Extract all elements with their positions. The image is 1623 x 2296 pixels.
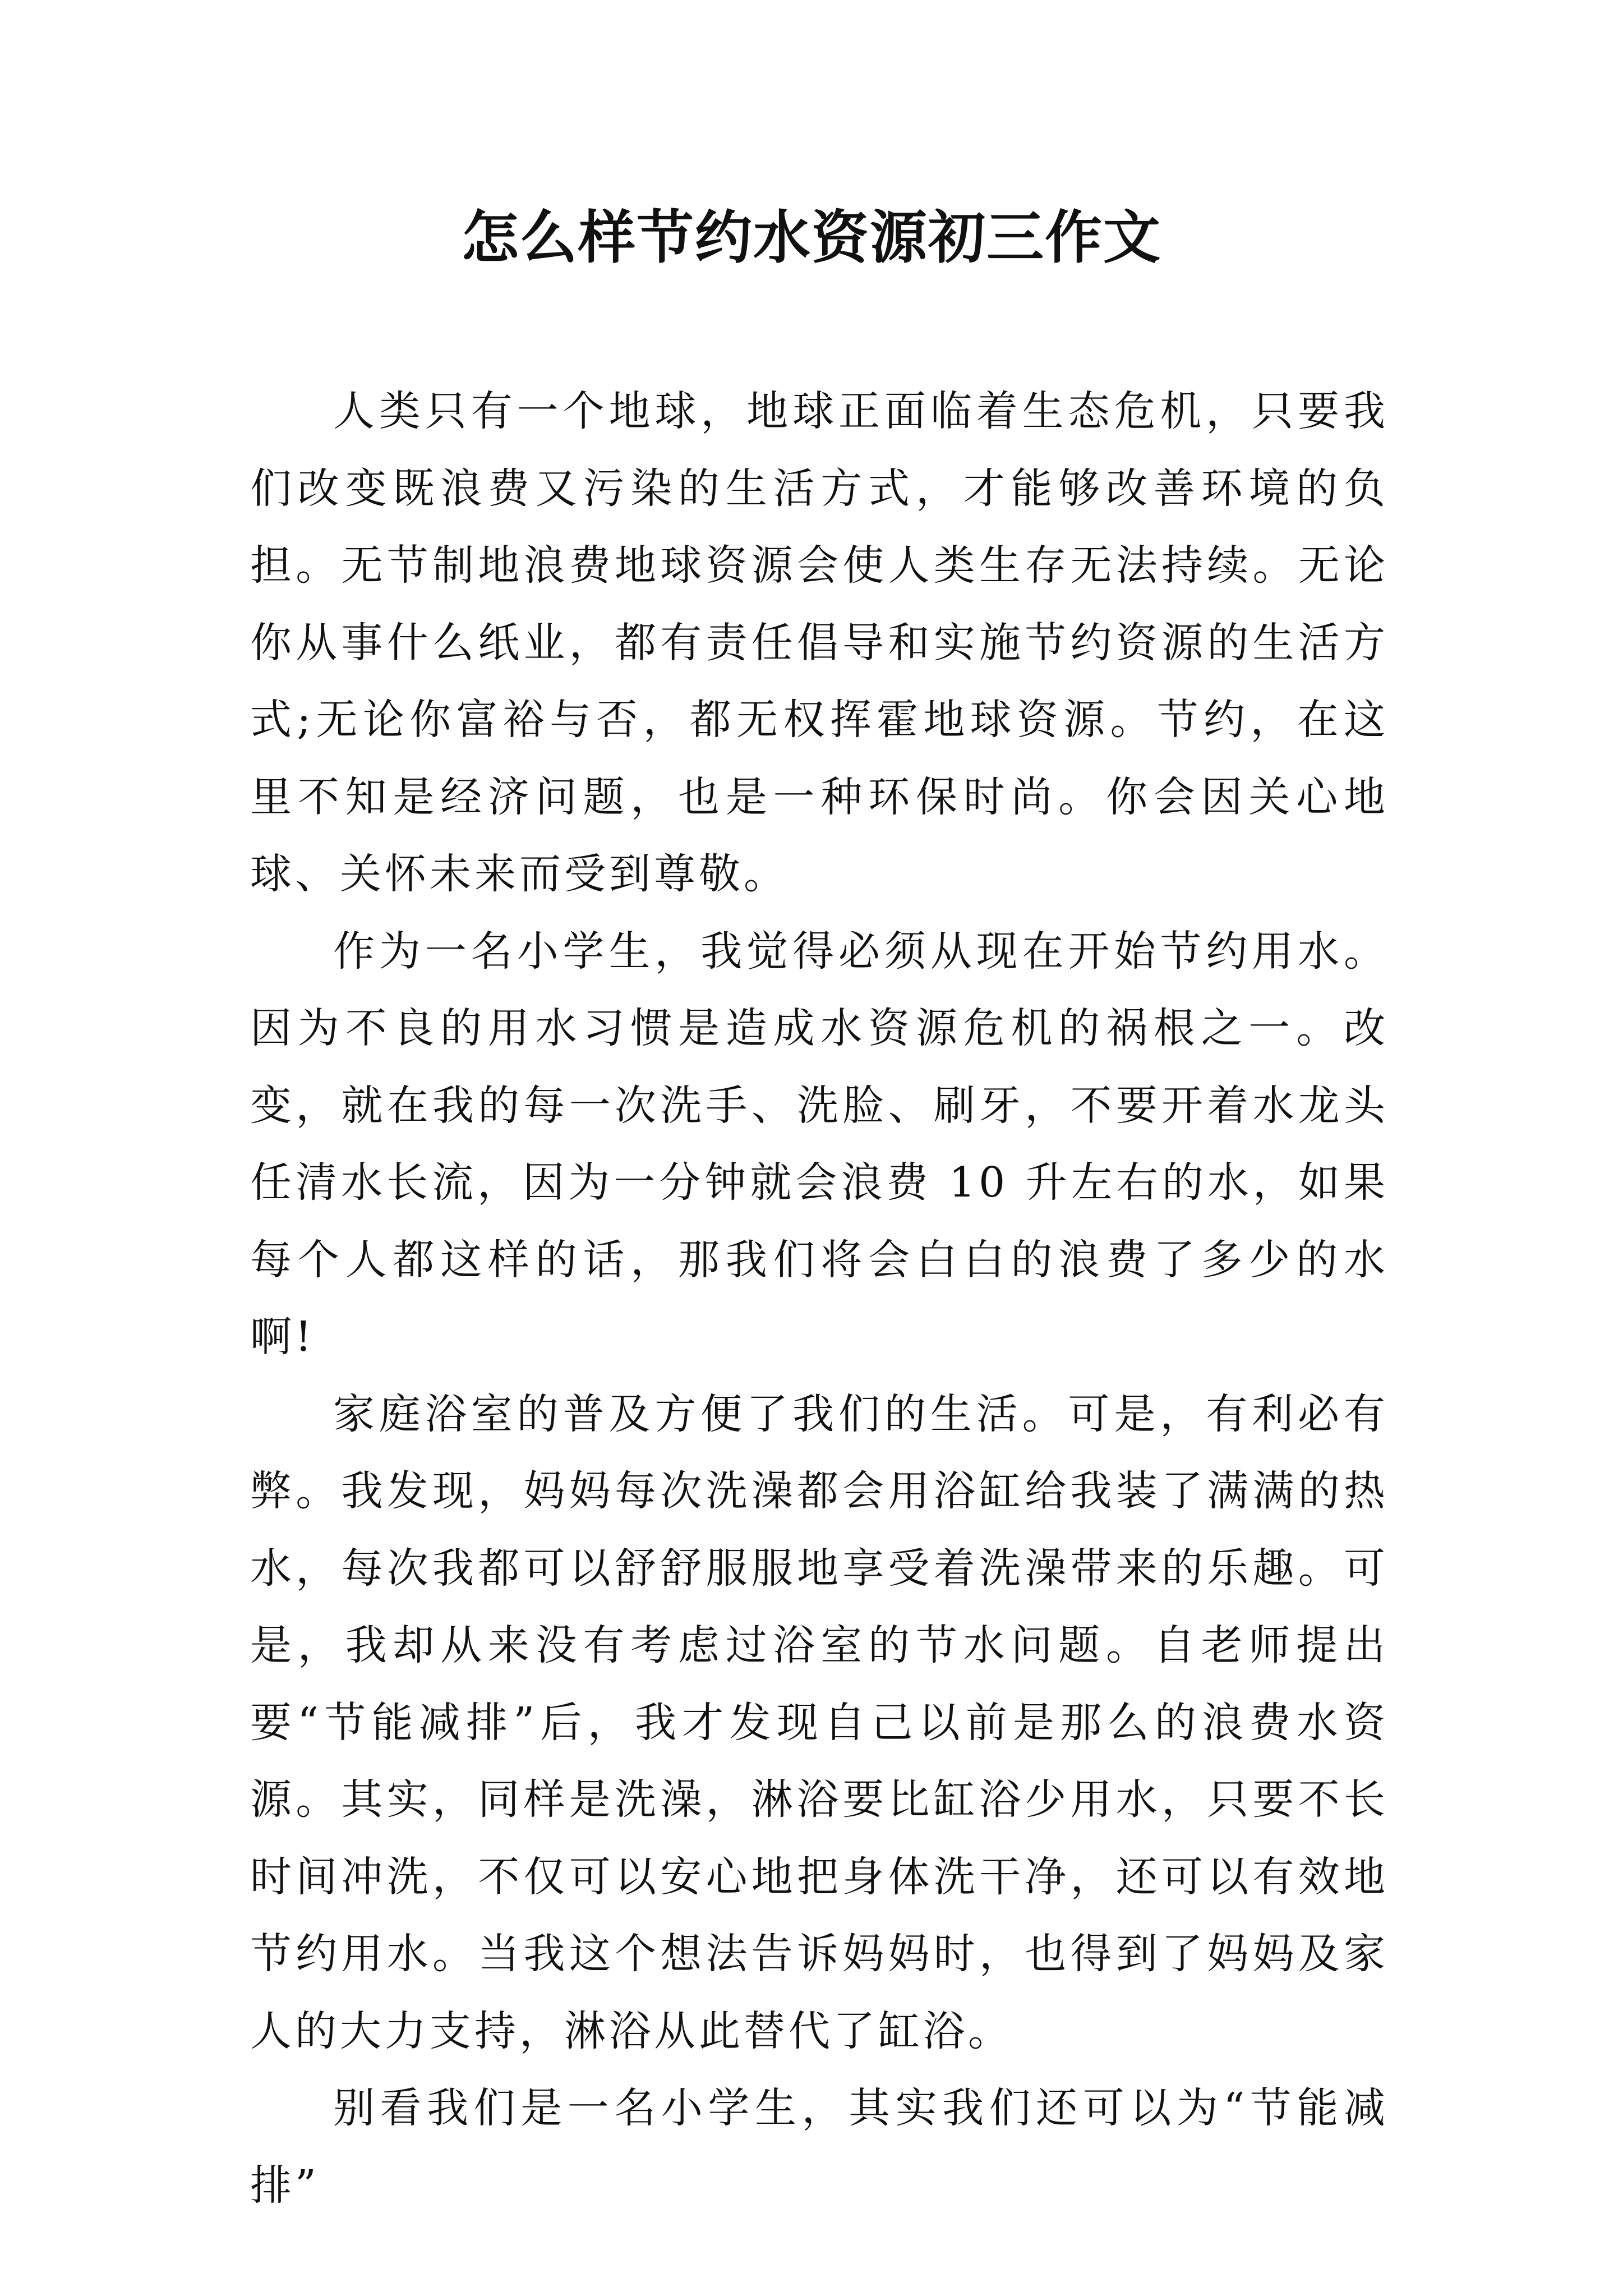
paragraph-4: 别看我们是一名小学生，其实我们还可以为“节能减排” [250,2084,1389,2210]
document-title: 怎么样节约水资源初三作文 [462,205,1161,272]
paragraph-2: 作为一名小学生，我觉得必须从现在开始节约用水。因为不良的用水习惯是造成水资源危机的祸根之一。改变，就在我的每一次洗手、洗脸、刷牙，不要开着水龙头任清水长流，因为一分钟就会浪费 10 升左右的水，如果每个人都这样的话，那我们将会白白的浪费了多少的水啊! [250,927,1389,1361]
paragraph-1: 人类只有一个地球，地球正面临着生态危机，只要我们改变既浪费又污染的生活方式，才能够改善环境的负担。无节制地浪费地球资源会使人类生存无法持续。无论你从事什么纸业，都有责任倡导和实施节约资源的生活方式;无论你富裕与否，都无权挥霍地球资源。节约，在这里不知是经济问题，也是一种环保时尚。你会因关心地球、关怀未来而受到尊敬。 [250,387,1389,898]
document-body [250,373,1389,2224]
paragraph-3: 家庭浴室的普及方便了我们的生活。可是，有利必有弊。我发现，妈妈每次洗澡都会用浴缸给我装了满满的热水，每次我都可以舒舒服服地享受着洗澡带来的乐趣。可是，我却从来没有考虑过浴室的节水问题。自老师提出要“节能减排”后，我才发现自己以前是那么的浪费水资源。其实，同样是洗澡，淋浴要比缸浴少用水，只要不长时间冲洗，不仅可以安心地把身体洗干净，还可以有效地节约用水。当我这个想法告诉妈妈时，也得到了妈妈及家人的大力支持，淋浴从此替代了缸浴。 [250,1389,1389,2055]
